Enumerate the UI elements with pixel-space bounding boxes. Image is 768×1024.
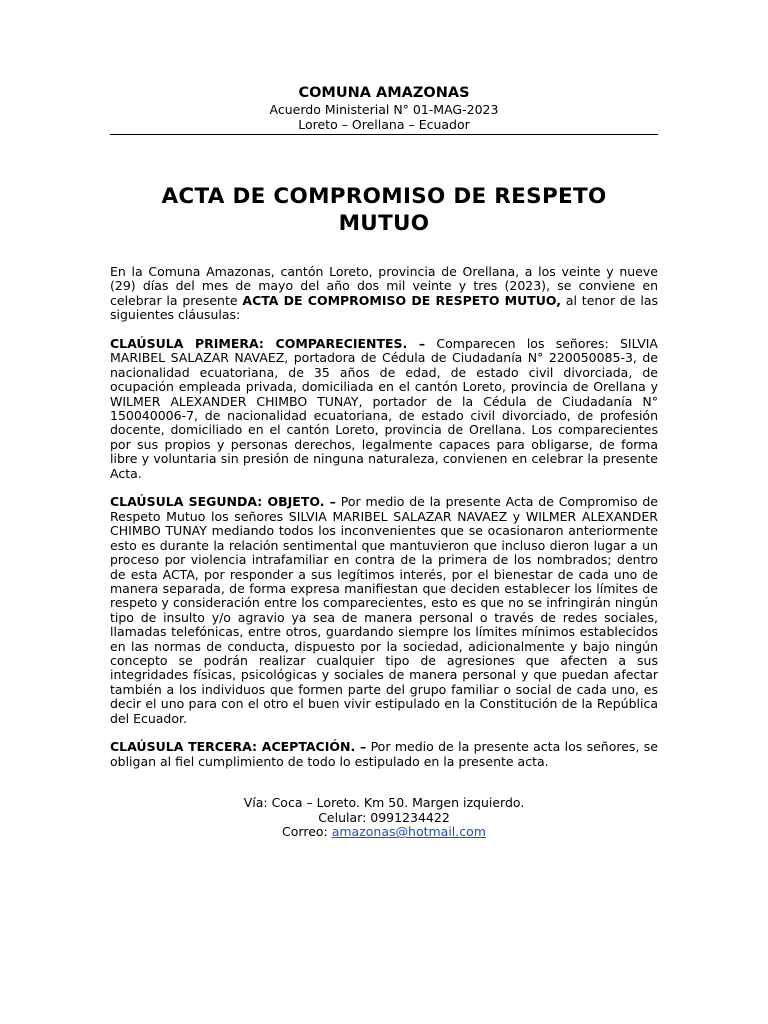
clause-first-heading: CLAÚSULA PRIMERA: COMPARECIENTES. – bbox=[110, 336, 426, 352]
footer-address: Vía: Coca – Loreto. Km 50. Margen izquierdo. bbox=[243, 795, 525, 810]
clause-second bbox=[110, 495, 658, 726]
footer-email-label: Correo: bbox=[282, 824, 332, 840]
document-footer bbox=[110, 796, 658, 840]
footer-email-line bbox=[110, 825, 658, 840]
clause-third-heading: CLAÚSULA TERCERA: ACEPTACIÓN. – bbox=[110, 739, 367, 755]
clause-third bbox=[110, 740, 658, 769]
intro-paragraph bbox=[110, 265, 658, 323]
agreement-reference: Acuerdo Ministerial N° 01-MAG-2023 bbox=[269, 102, 499, 117]
clause-second-heading: CLAÚSULA SEGUNDA: OBJETO. – bbox=[110, 494, 336, 510]
clause-second-text: Por medio de la presente Acta de Compromiso de Respeto Mutuo los señores SILVIA MARIBEL SALAZAR NAVAEZ y WILMER ALEXANDER CHIMBO TUNAY mediando todos los inconvenientes que se ocasionaron anteriormente esto es durante la relación sentimental que mantuvieron que incluso dieron lugar a un proceso por violencia intrafamiliar en contra de la primera de los nombrados; dentro de esta ACTA, por responder a sus legítimos interés, por el bienestar de cada uno de manera separada, de forma expresa manifiestan que deciden establecer los límites de respeto y consideración entre los comparecientes, esto es que no se infringirán ningún tipo de insulto y/o agravio ya sea de manera personal o través de redes sociales, llamadas telefónicas, entre otros, guardando siempre los límites mínimos establecidos en las normas de conducta, dispuesto por la sociedad, adicionalmente y bajo ningún concepto se podrán realizar cualquier tipo de agresiones que afecten a sus integridades físicas, psicológicas y sociales de manera personal y que puedan afectar también a los individuos que formen parte del grupo familiar o social de cada uno, es decir el uno para con el otro el buen vivir estipulado en la Constitución de la República del Ecuador. bbox=[110, 494, 658, 726]
location-line: Loreto – Orellana – Ecuador bbox=[298, 117, 470, 132]
intro-text-start: En la Comuna Amazonas, cantón Loreto, provincia de Orellana, a los veinte y nueve (29) días del mes de mayo del año dos mil veinte y tres (2023), se conviene en celebrar la presente bbox=[110, 264, 658, 308]
letterhead bbox=[110, 84, 658, 135]
clause-first-text: Comparecen los señores: SILVIA MARIBEL SALAZAR NAVAEZ, portadora de Cédula de Ciudadanía N° 220050085-3, de nacionalidad ecuatoriana, de 35 años de edad, de estado civil divorciada, de ocupación empleada privada, domiciliada en el cantón Loreto, provincia de Orellana y WILMER ALEXANDER CHIMBO TUNAY, portador de la Cédula de Ciudadanía N° 150040006-7, de nacionalidad ecuatoriana, de estado civil divorciado, de profesión docente, domiciliado en el cantón Loreto, provincia de Orellana. Los comparecientes por sus propios y personas derechos, legalmente capaces para obligarse, de forma libre y voluntaria sin presión de ninguna naturaleza, convienen en celebrar la presente Acta. bbox=[110, 336, 658, 481]
email-link[interactable]: amazonas@hotmail.com bbox=[331, 824, 486, 840]
document-title: ACTA DE COMPROMISO DE RESPETO MUTUO bbox=[161, 184, 607, 236]
organization-name: COMUNA AMAZONAS bbox=[298, 85, 470, 101]
intro-text-end: al tenor de las siguientes cláusulas: bbox=[110, 292, 658, 323]
clause-first bbox=[110, 337, 658, 481]
clause-third-text: Por medio de la presente acta los señores, se obligan al fiel cumplimiento de todo lo estipulado en la presente acta. bbox=[110, 739, 658, 769]
footer-phone: Celular: 0991234422 bbox=[318, 809, 450, 825]
intro-bold-title: ACTA DE COMPROMISO DE RESPETO MUTUO, bbox=[242, 292, 562, 308]
document-page bbox=[110, 84, 658, 769]
